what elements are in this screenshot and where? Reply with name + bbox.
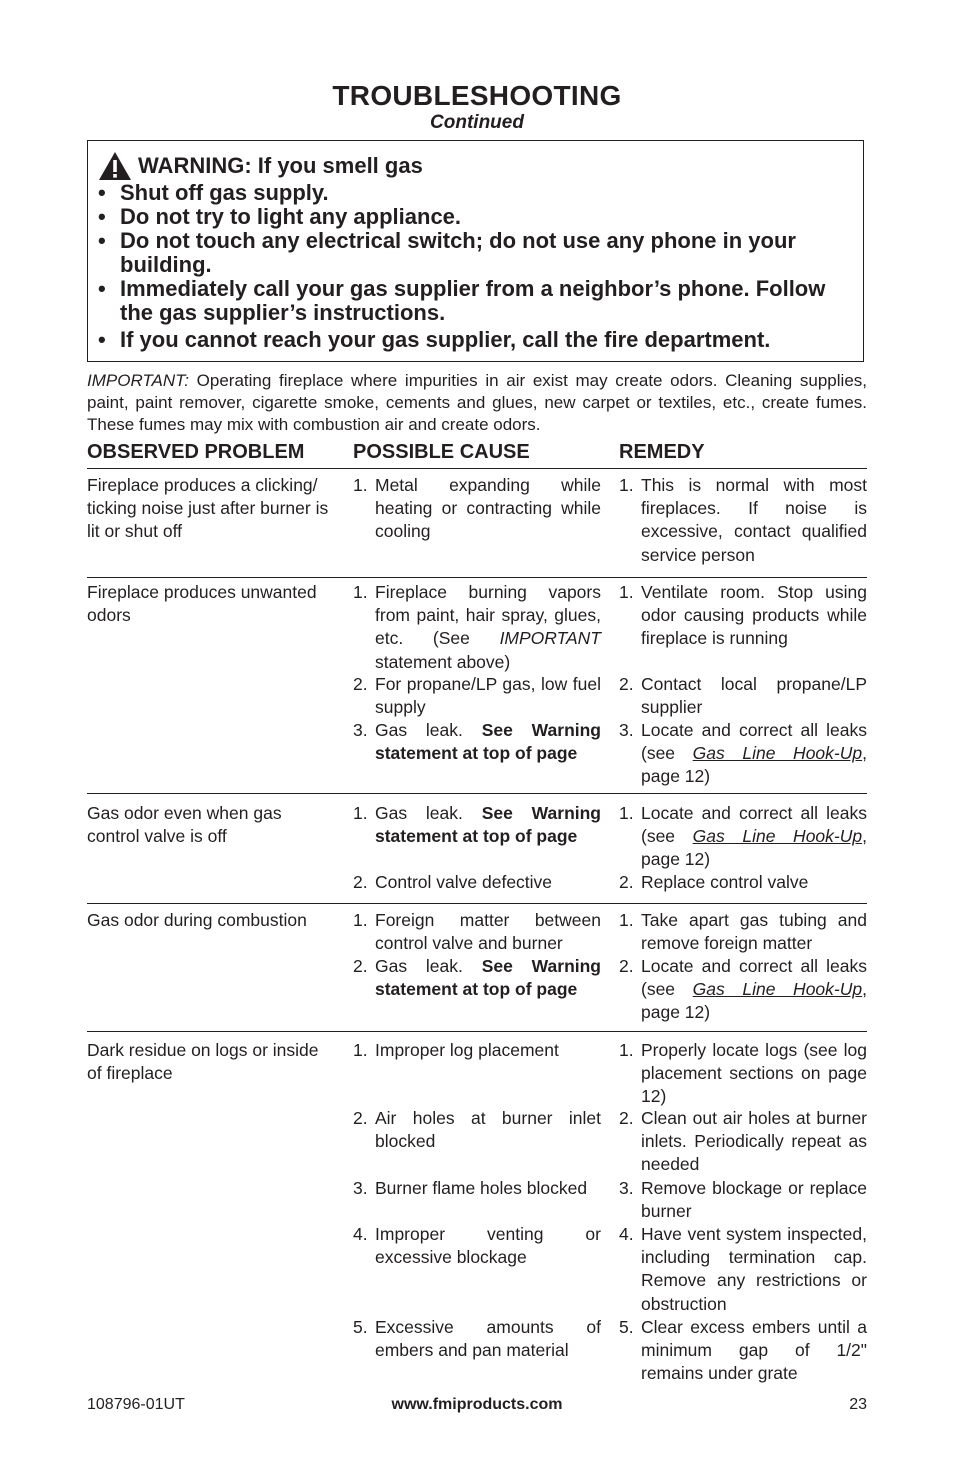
remedy: 1. Ventilate room. Stop using odor causing products while fireplace is running	[619, 582, 867, 649]
warning-item: • Immediately call your gas supplier from a neighbor’s phone. Follow the gas supplier’s instructions.	[98, 276, 826, 325]
remedy: 5. Clear excess embers until a minimum gap of 1/2" remains under grate	[619, 1317, 867, 1384]
possible-cause: 2. Air holes at burner inlet blocked	[353, 1108, 601, 1152]
row-divider	[87, 1031, 867, 1032]
possible-cause: 3. Burner flame holes blocked	[353, 1178, 588, 1198]
warning-list	[98, 181, 858, 352]
gas-line-hookup-link[interactable]: Gas Line Hook-Up	[692, 979, 863, 1000]
remedy: 1. Locate and correct all leaks (see Gas Line Hook-Up, page 12)	[619, 803, 867, 870]
remedy: 4. Have vent system inspected, including termination cap. Remove any restrictions or obstruction	[619, 1224, 867, 1314]
remedy: 2. Contact local propane/LP supplier	[619, 674, 867, 718]
possible-cause: 1. Metal expanding while heating or contracting while cooling	[353, 475, 601, 542]
row-divider	[87, 577, 867, 578]
row-divider	[87, 903, 867, 904]
warning-heading-row	[98, 151, 423, 181]
page-number: 23	[849, 1396, 867, 1413]
warning-item: • Shut off gas supply.	[98, 180, 329, 205]
column-header-remedy: REMEDY	[619, 441, 705, 463]
warning-triangle-icon	[98, 151, 132, 181]
gas-line-hookup-link[interactable]: Gas Line Hook-Up	[692, 826, 863, 847]
row-divider	[87, 793, 867, 794]
remedy: 1. Take apart gas tubing and remove foreign matter	[619, 910, 867, 954]
column-header-problem: OBSERVED PROBLEM	[87, 441, 305, 463]
page-title: TROUBLESHOOTING	[332, 80, 622, 111]
remedy: 1. Properly locate logs (see log placement sections on page 12)	[619, 1040, 867, 1107]
observed-problem: Dark residue on logs or inside of fireplace	[87, 1040, 319, 1084]
remedy: 2. Replace control valve	[619, 872, 809, 892]
warning-heading: WARNING: If you smell gas	[138, 153, 423, 178]
observed-problem: Fireplace produces a clicking/ ticking noise just after burner is lit or shut off	[87, 475, 329, 542]
important-note	[87, 370, 867, 436]
warning-item: • If you cannot reach your gas supplier, call the fire department.	[98, 327, 771, 352]
possible-cause: 1. Improper log placement	[353, 1040, 559, 1060]
remedy: 2. Clean out air holes at burner inlets. Periodically repeat as needed	[619, 1108, 867, 1175]
important-label: IMPORTANT:	[87, 371, 189, 390]
website-link[interactable]: www.fmiproducts.com	[391, 1396, 563, 1413]
observed-problem: Gas odor during combustion	[87, 910, 307, 930]
possible-cause: 2. Gas leak. See Warning statement at top of page	[353, 956, 601, 1000]
document-number: 108796-01UT	[87, 1396, 185, 1413]
gas-warning-box	[87, 140, 864, 362]
important-text: Operating fireplace where impurities in air exist may create odors. Cleaning supplies, paint, paint remover, cigarette smoke, cements and glues, new carpet or textiles, etc., create fumes. These fumes may mix with combustion air and create odors.	[87, 371, 867, 434]
possible-cause: 3. Gas leak. See Warning statement at top of page	[353, 720, 601, 764]
remedy: 1. This is normal with most fireplaces. If noise is excessive, contact qualified service person	[619, 475, 867, 565]
column-header-cause: POSSIBLE CAUSE	[353, 441, 530, 463]
warning-item: • Do not try to light any appliance.	[98, 204, 462, 229]
page-subtitle: Continued	[430, 112, 524, 133]
remedy: 2. Locate and correct all leaks (see Gas Line Hook-Up, page 12)	[619, 956, 867, 1023]
possible-cause: 5. Excessive amounts of embers and pan material	[353, 1317, 601, 1361]
possible-cause: 1. Foreign matter between control valve and burner	[353, 910, 601, 954]
observed-problem: Gas odor even when gas control valve is off	[87, 803, 282, 847]
possible-cause: 4. Improper venting or excessive blockage	[353, 1224, 601, 1268]
divider	[87, 468, 867, 469]
observed-problem: Fireplace produces unwanted odors	[87, 582, 317, 626]
gas-line-hookup-link[interactable]: Gas Line Hook-Up	[692, 743, 863, 764]
remedy: 3. Remove blockage or replace burner	[619, 1178, 867, 1222]
possible-cause: 2. Control valve defective	[353, 872, 553, 892]
possible-cause: 2. For propane/LP gas, low fuel supply	[353, 674, 601, 718]
possible-cause: 1. Fireplace burning vapors from paint, hair spray, glues, etc. (See IMPORTANT statement above)	[353, 582, 601, 672]
possible-cause: 1. Gas leak. See Warning statement at top of page	[353, 803, 601, 847]
warning-item: • Do not touch any electrical switch; do not use any phone in your building.	[98, 228, 796, 277]
remedy: 3. Locate and correct all leaks (see Gas Line Hook-Up, page 12)	[619, 720, 867, 787]
